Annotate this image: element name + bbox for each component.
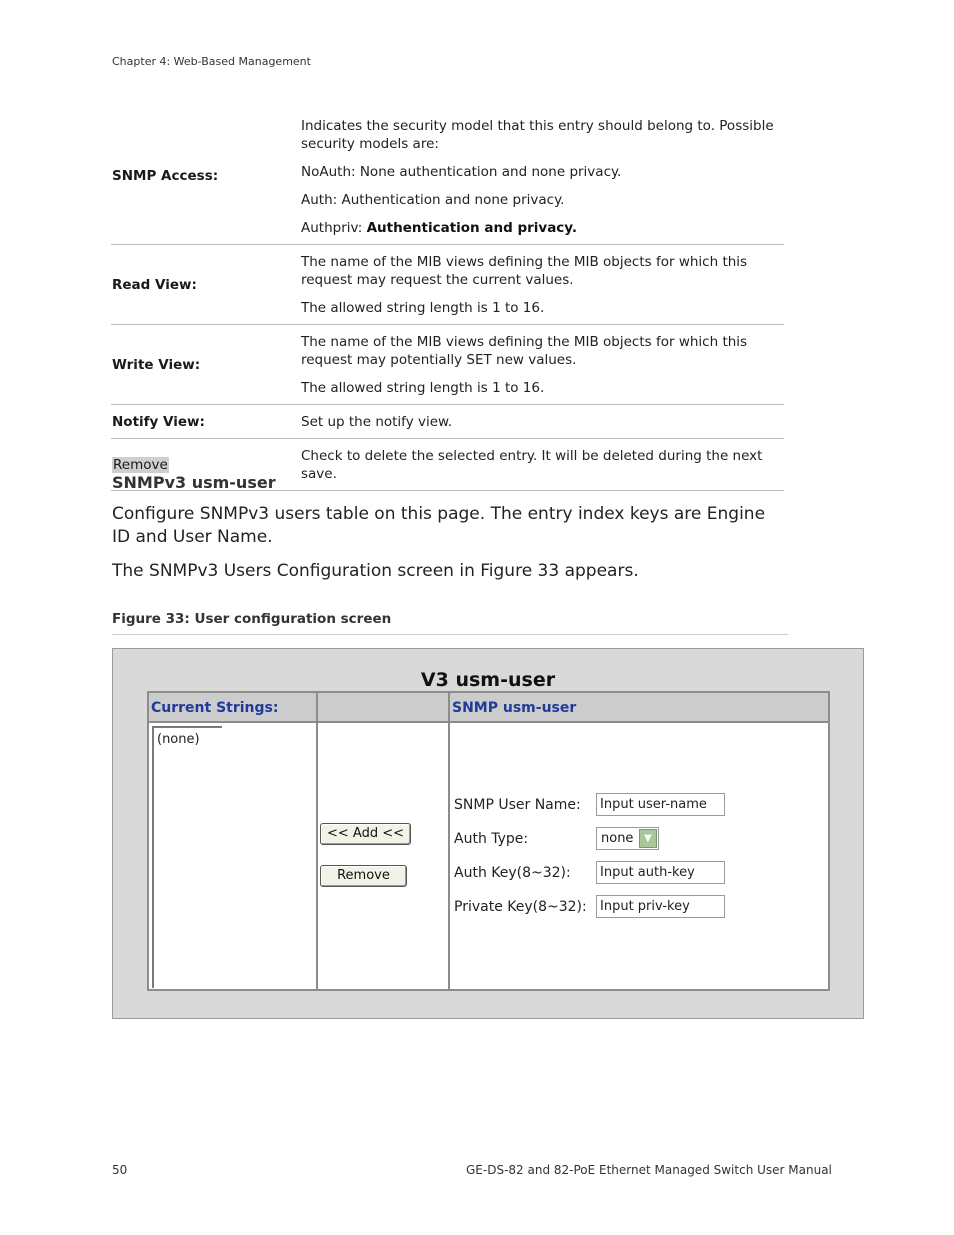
snmp-usm-user-header: SNMP usm-user	[452, 700, 577, 716]
def-desc-prefix: Authpriv:	[301, 220, 367, 236]
auth-type-value: none	[601, 831, 634, 846]
def-desc	[301, 405, 784, 438]
current-strings-header: Current Strings:	[151, 700, 279, 716]
usm-user-grid	[147, 691, 830, 991]
auth-type-label: Auth Type:	[454, 831, 529, 847]
private-key-label: Private Key(8~32):	[454, 899, 587, 915]
private-key-input[interactable]: Input priv-key	[596, 895, 725, 918]
def-term: Write View:	[112, 356, 201, 373]
def-desc-line: Set up the notify view.	[301, 414, 453, 430]
def-desc	[301, 108, 784, 244]
figure-screenshot	[112, 648, 864, 1019]
add-button[interactable]: << Add <<	[320, 823, 411, 845]
def-desc-bold: Authentication and privacy.	[366, 220, 577, 236]
def-desc-line: NoAuth: None authentication and none privacy.	[301, 164, 622, 180]
list-item[interactable]: (none)	[157, 732, 200, 747]
section-paragraph: Configure SNMPv3 users table on this page. The entry index keys are Engine ID and User Name.	[112, 504, 766, 547]
current-strings-listbox[interactable]	[152, 726, 222, 988]
def-term: Notify View:	[112, 413, 205, 430]
user-name-label: SNMP User Name:	[454, 797, 581, 813]
def-desc	[301, 325, 784, 404]
def-row-write-view	[111, 325, 784, 405]
chapter-header: Chapter 4: Web-Based Management	[112, 55, 311, 68]
def-desc-line: Indicates the security model that this entry should belong to. Possible security models are:	[301, 118, 774, 152]
user-name-input[interactable]: Input user-name	[596, 793, 725, 816]
figure-caption: Figure 33: User configuration screen	[112, 611, 392, 627]
column-divider	[316, 693, 318, 989]
def-desc-line: The allowed string length is 1 to 16.	[301, 380, 545, 396]
remove-button[interactable]: Remove	[320, 865, 407, 887]
def-desc	[301, 245, 784, 324]
def-row-read-view	[111, 245, 784, 325]
def-desc-line: The allowed string length is 1 to 16.	[301, 300, 545, 316]
definition-table	[111, 108, 784, 491]
def-desc-line: The name of the MIB views defining the MIB objects for which this request may request the current values.	[301, 254, 748, 288]
column-divider	[448, 693, 450, 989]
def-row-snmp-access	[111, 108, 784, 245]
auth-key-input[interactable]: Input auth-key	[596, 861, 725, 884]
def-desc-line	[301, 219, 784, 237]
manual-title: GE-DS-82 and 82-PoE Ethernet Managed Switch User Manual	[466, 1163, 832, 1177]
section-title: SNMPv3 usm-user	[112, 473, 276, 492]
chevron-down-icon[interactable]: ▼	[639, 829, 657, 848]
caption-rule	[112, 634, 788, 635]
def-term: Read View:	[112, 276, 197, 293]
page-number: 50	[112, 1163, 128, 1177]
section-paragraph: The SNMPv3 Users Configuration screen in Figure 33 appears.	[112, 561, 639, 581]
def-term-highlight: Remove	[113, 456, 168, 473]
def-desc-line: Auth: Authentication and none privacy.	[301, 192, 565, 208]
auth-type-select[interactable]	[596, 827, 659, 850]
def-desc-line: Check to delete the selected entry. It will be deleted during the next save.	[301, 448, 763, 482]
def-term: SNMP Access:	[112, 168, 219, 184]
def-desc-line: The name of the MIB views defining the MIB objects for which this request may potentially SET new values.	[301, 334, 748, 368]
def-desc	[301, 439, 784, 490]
figure-title: V3 usm-user	[420, 669, 556, 691]
def-row-notify-view	[111, 405, 784, 439]
auth-key-label: Auth Key(8~32):	[454, 865, 571, 881]
